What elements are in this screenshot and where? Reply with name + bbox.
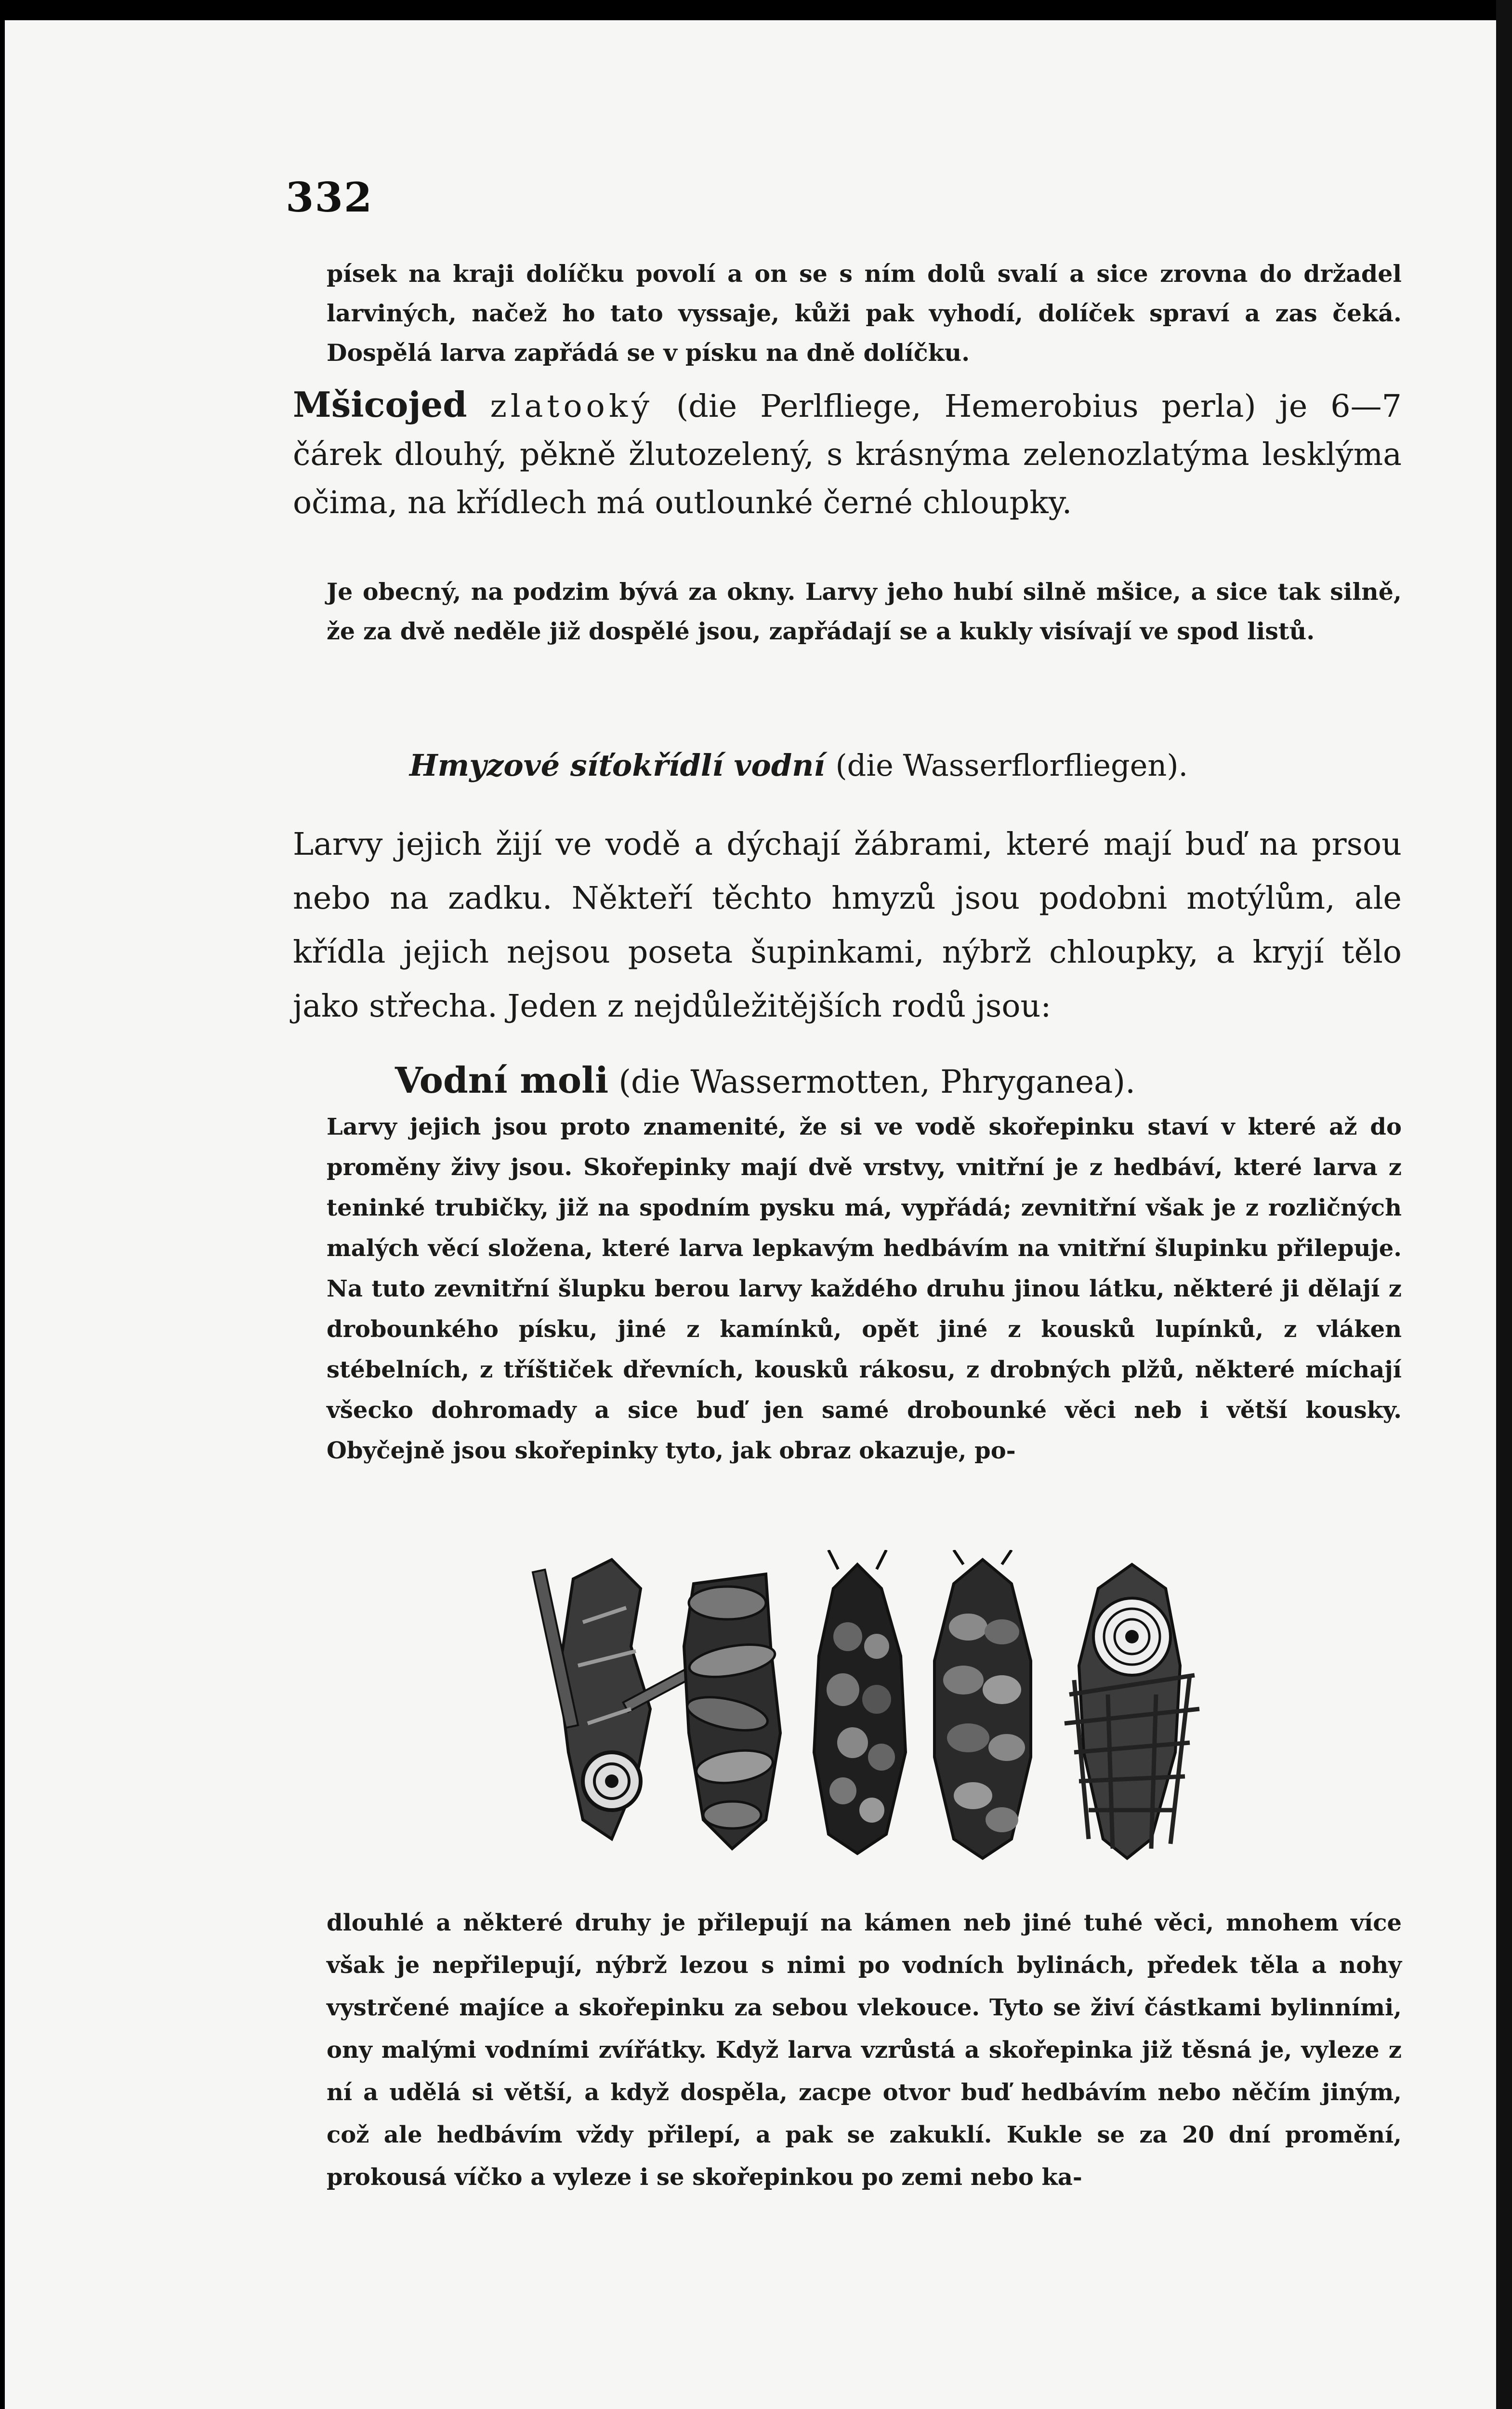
section-heading-german: (die Wasserflorfliegen). bbox=[835, 748, 1188, 783]
genus-heading-caddisfly bbox=[395, 1060, 1135, 1101]
species-name: Mšicojed bbox=[293, 384, 467, 425]
caddis-case-sticks-icon bbox=[533, 1560, 692, 1839]
genus-german-latin: (die Wassermotten, Phryganea). bbox=[618, 1063, 1136, 1100]
paragraph-caddis-behaviour: dlouhlé a některé druhy je přilepují na kámen neb jiné tuhé věci, mnohem více však je nepřilepují, nýbrž lezou s nimi po vodních bylinách, předek těla a nohy vystrčené majíce a skořepinku za sebou vlekouce. Tyto se živí částkami bylinními, ony malými vodními zvířátky. Když larva vzrůstá a skořepinka již těsná je, vyleze z ní a udělá si větší, a když dospěla, zacpe otvor buď hedbávím nebo něčím jiným, což ale hedbávím vždy přilepí, a pak se zakuklí. Kukle se za 20 dní promění, prokousá víčko a vyleze i se skořepinkou po zemi nebo ka- bbox=[327, 1909, 1402, 2191]
paragraph-caddis-cases: Larvy jejich jsou proto znamenité, že si ve vodě skořepinku staví v které až do proměny živy jsou. Skořepinky mají dvě vrstvy, vnitřní je z hedbáví, které larva z teninké trubičky, již na spodním pysku má, vypřádá; zevnitřní však je z rozličných malých věcí složena, které larva lepkavým hedbávím na vnitřní šlupinku přilepuje. Na tuto zevnitřní šlupku berou larvy každého druhu jinou látku, některé ji dělají z drobounkého písku, jiné z kamínků, opět jiné z kousků lupínků, z vláken stébelních, z tříštiček dřevních, kousků rákosu, z drobných plžů, některé míchají všecko dohromady a sice buď jen samé drobounké věci neb i větší kousky. Obyčejně jsou skořepinky tyto, jak obraz okazuje, po- bbox=[327, 1113, 1402, 1464]
caddis-case-pebbles-icon bbox=[934, 1550, 1031, 1858]
section-heading-water-insects bbox=[409, 748, 1188, 783]
species-description: (die Perlfliege, Hemerobius perla) je 6—7 čárek dlouhý, pěkně žlutozelený, s krásnýma zelenozlatýma lesklýma očima, na křídlech má outlounké černé chloupky. bbox=[293, 388, 1402, 521]
species-epithet: zlatooký bbox=[490, 388, 653, 424]
caddis-case-leaves-icon bbox=[684, 1574, 780, 1849]
genus-name: Vodní moli bbox=[395, 1060, 609, 1101]
book-page bbox=[5, 20, 1496, 2409]
caddis-case-snail-twigs-icon bbox=[1065, 1564, 1199, 1858]
page-number: 332 bbox=[286, 173, 373, 221]
scan-edge bbox=[1496, 0, 1512, 2409]
paragraph-lacewing bbox=[293, 381, 1402, 527]
caddisfly-cases-illustration bbox=[467, 1550, 1248, 1868]
paragraph-lacewing-habits: Je obecný, na podzim bývá za okny. Larvy jeho hubí silně mšice, a sice tak silně, že za dvě neděle již dospělé jsou, zapřádají se a kukly visívají ve spod listů. bbox=[327, 578, 1402, 645]
paragraph-antlion-end: písek na kraji dolíčku povolí a on se s ním dolů svalí a sice zrovna do držadel larviných, načež ho tato vyssaje, kůži pak vyhodí, dolíček spraví a zas čeká. Dospělá larva zapřádá se v písku na dně dolíčku. bbox=[327, 260, 1402, 367]
section-heading-text: Hmyzové síťokřídlí vodní bbox=[409, 748, 825, 783]
paragraph-water-larvae: Larvy jejich žijí ve vodě a dýchají žábrami, které mají buď na prsou nebo na zadku. Někteří těchto hmyzů jsou podobni motýlům, ale křídla jejich nejsou poseta šupinkami, nýbrž chloupky, a kryjí tělo jako střecha. Jeden z nejdůležitějších rodů jsou: bbox=[293, 826, 1402, 1024]
caddis-case-stones-icon bbox=[814, 1550, 906, 1853]
